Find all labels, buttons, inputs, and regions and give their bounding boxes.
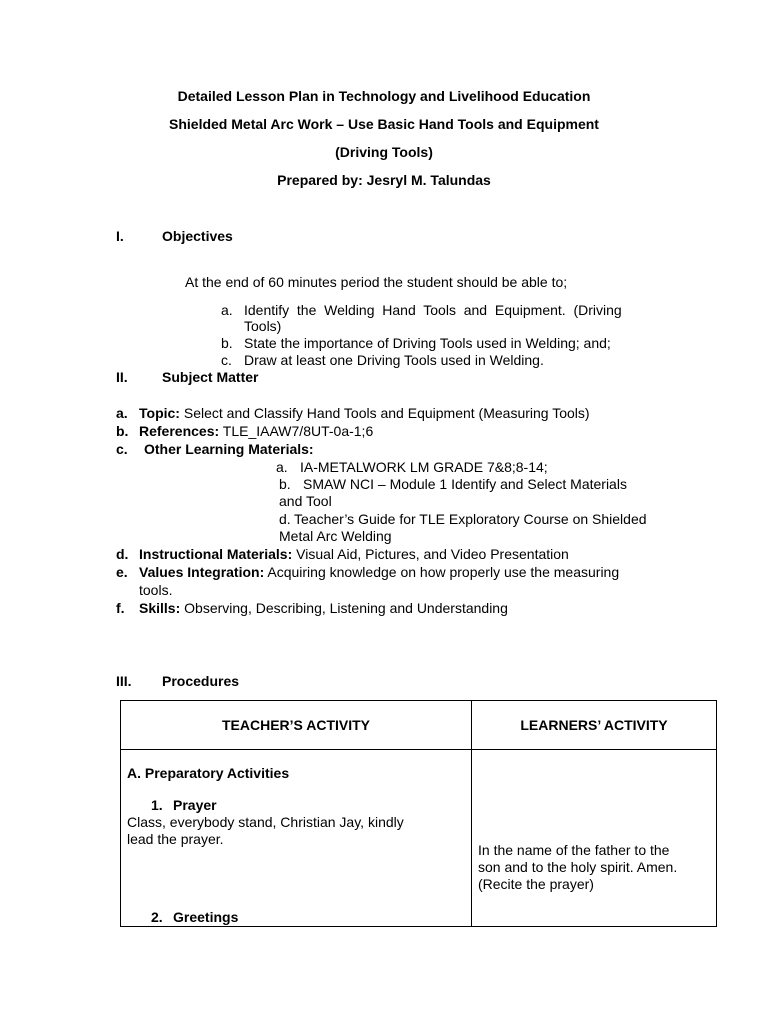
table-row xyxy=(121,750,717,927)
prayer-heading: Prayer xyxy=(173,797,217,813)
preparatory-activities-heading: A. Preparatory Activities xyxy=(127,765,290,781)
document-author: Prepared by: Jesryl M. Talundas xyxy=(277,172,491,188)
instructional-value: Visual Aid, Pictures, and Video Presentation xyxy=(292,546,569,562)
material-text-continued: Metal Arc Welding xyxy=(279,528,392,544)
skills-line xyxy=(139,600,508,617)
greetings-heading: Greetings xyxy=(173,909,239,925)
material-text: Teacher’s Guide for TLE Exploratory Course on Shielded xyxy=(294,511,647,527)
values-value: Acquiring knowledge on how properly use the measuring xyxy=(264,564,620,580)
prayer-instruction-continued: lead the prayer. xyxy=(127,831,224,847)
section-title-objectives: Objectives xyxy=(162,228,233,244)
item-marker: a. xyxy=(116,405,128,421)
section-number-objectives: I. xyxy=(116,228,124,244)
learner-response-continued: son and to the holy spirit. Amen. xyxy=(478,859,678,875)
instructional-line xyxy=(139,546,569,563)
document-subtitle: Shielded Metal Arc Work – Use Basic Hand Tools and Equipment xyxy=(169,116,599,132)
learner-activity-header: LEARNERS’ ACTIVITY xyxy=(472,701,717,750)
topic-label: Topic: xyxy=(139,405,180,421)
material-text-continued: and Tool xyxy=(279,493,332,509)
material-marker: a. xyxy=(276,459,288,475)
references-label: References: xyxy=(139,423,220,439)
item-marker: e. xyxy=(116,564,128,580)
teacher-activity-cell xyxy=(121,750,472,927)
objective-marker: c. xyxy=(221,352,232,368)
references-value: TLE_IAAW7/8UT-0a-1;6 xyxy=(219,423,374,439)
item-marker: c. xyxy=(116,441,128,457)
objective-text: State the importance of Driving Tools used in Welding; and; xyxy=(244,335,611,351)
objective-text-continued: Tools) xyxy=(244,318,282,334)
document-title: Detailed Lesson Plan in Technology and Livelihood Education xyxy=(177,88,591,104)
values-label: Values Integration: xyxy=(139,564,265,580)
instructional-label: Instructional Materials: xyxy=(139,546,293,562)
topic-value: Select and Classify Hand Tools and Equipment (Measuring Tools) xyxy=(179,405,590,421)
document-topic: (Driving Tools) xyxy=(335,144,433,160)
procedures-table xyxy=(120,700,717,927)
table-header-row xyxy=(121,701,717,750)
item-marker: b. xyxy=(116,423,129,439)
objective-marker: b. xyxy=(221,335,233,351)
other-materials-label: Other Learning Materials: xyxy=(144,441,314,457)
section-title-subject-matter: Subject Matter xyxy=(162,369,259,385)
item-marker: f. xyxy=(116,600,125,616)
section-title-procedures: Procedures xyxy=(162,673,240,689)
values-value-continued: tools. xyxy=(139,582,173,598)
material-marker: d. xyxy=(279,511,291,527)
material-text: SMAW NCI – Module 1 Identify and Select Materials xyxy=(303,476,627,492)
learner-response-note: (Recite the prayer) xyxy=(478,876,594,892)
prayer-instruction: Class, everybody stand, Christian Jay, kindly xyxy=(127,814,404,830)
section-number-subject-matter: II. xyxy=(116,369,128,385)
step-number: 1. xyxy=(151,797,163,813)
objective-marker: a. xyxy=(221,302,233,318)
teacher-activity-header: TEACHER’S ACTIVITY xyxy=(121,701,472,750)
topic-line xyxy=(139,405,590,422)
skills-value: Observing, Describing, Listening and Understanding xyxy=(180,600,508,616)
learner-activity-cell xyxy=(472,750,717,927)
material-marker: b. xyxy=(279,476,291,492)
section-number-procedures: III. xyxy=(116,673,132,689)
objective-text: Identify the Welding Hand Tools and Equipment. (Driving xyxy=(244,302,622,318)
learner-response: In the name of the father to the xyxy=(478,842,670,858)
skills-label: Skills: xyxy=(139,600,181,616)
material-text: IA-METALWORK LM GRADE 7&8;8-14; xyxy=(300,459,548,475)
objectives-intro: At the end of 60 minutes period the student should be able to; xyxy=(185,274,568,290)
item-marker: d. xyxy=(116,546,129,562)
objective-text: Draw at least one Driving Tools used in Welding. xyxy=(244,352,544,368)
references-line xyxy=(139,423,373,440)
values-line xyxy=(139,564,619,581)
step-number: 2. xyxy=(151,909,163,925)
